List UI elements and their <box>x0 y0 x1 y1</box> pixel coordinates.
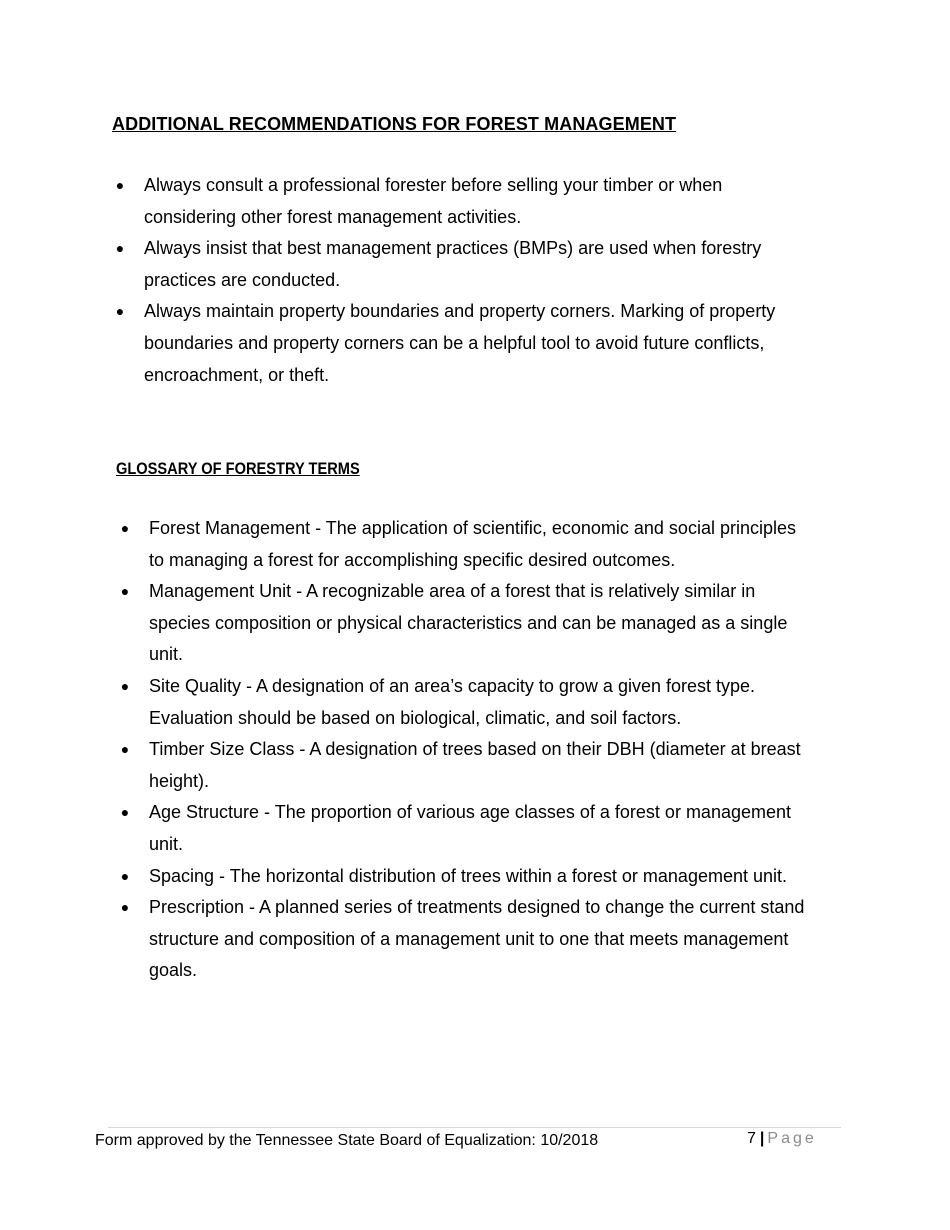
list-item-text: Always maintain property boundaries and property corners. Marking of property boundaries and property corners can be a helpful tool to avoid future conflicts, encroachment, or theft. <box>144 301 776 385</box>
bullet-icon: ● <box>115 177 125 193</box>
bullet-icon: ● <box>120 583 130 600</box>
glossary-heading: GLOSSARY OF FORESTRY TERMS <box>116 459 360 478</box>
list-item-text: Timber Size Class - A designation of trees based on their DBH (diameter at breast height). <box>149 739 801 791</box>
list-item <box>114 296 814 391</box>
bullet-icon: ● <box>120 520 130 536</box>
list-item-text: Spacing - The horizontal distribution of trees within a forest or management unit. <box>149 865 788 886</box>
page-separator: | <box>759 1130 765 1147</box>
glossary-list <box>119 513 809 987</box>
list-item <box>119 892 809 987</box>
footer-approval-text: Form approved by the Tennessee State Board of Equalization: 10/2018 <box>95 1132 599 1149</box>
list-item-text: Always insist that best management practices (BMPs) are used when forestry practices are conducted. <box>144 238 762 290</box>
list-item-text: Always consult a professional forester before selling your timber or when considering other forest management activities. <box>144 175 723 227</box>
recommendations-list <box>114 170 814 391</box>
bullet-icon: ● <box>115 240 125 257</box>
bullet-icon: ● <box>120 804 130 821</box>
recommendations-heading: ADDITIONAL RECOMMENDATIONS FOR FOREST MANAGEMENT <box>112 114 677 134</box>
list-item <box>119 576 809 671</box>
page-number <box>747 1130 817 1148</box>
list-item <box>119 797 809 860</box>
footer-divider <box>108 1127 841 1128</box>
bullet-icon: ● <box>120 867 130 884</box>
bullet-icon: ● <box>115 303 125 320</box>
list-item <box>119 671 809 734</box>
list-item <box>114 170 814 233</box>
list-item-text: Site Quality - A designation of an area’s capacity to grow a given forest type. Evaluation should be based on biological, climatic, and soil factors. <box>149 675 756 728</box>
list-item-text: Forest Management - The application of scientific, economic and social principles to managing a forest for accomplishing specific desired outcomes. <box>149 518 796 570</box>
list-item-text: Age Structure - The proportion of various age classes of a forest or management unit. <box>149 802 792 854</box>
page-label: Page <box>767 1130 817 1147</box>
list-item <box>119 513 809 576</box>
bullet-icon: ● <box>120 741 130 758</box>
list-item-text: Management Unit - A recognizable area of a forest that is relatively similar in species composition or physical characteristics and can be managed as a single unit. <box>149 581 788 665</box>
list-item <box>119 861 809 893</box>
bullet-icon: ● <box>120 899 130 916</box>
list-item <box>119 734 809 797</box>
page-number-value: 7 <box>747 1130 756 1147</box>
list-item <box>114 233 814 296</box>
list-item-text: Prescription - A planned series of treatments designed to change the current stand structure and composition of a management unit to one that meets management goals. <box>149 897 805 981</box>
bullet-icon: ● <box>120 677 130 694</box>
